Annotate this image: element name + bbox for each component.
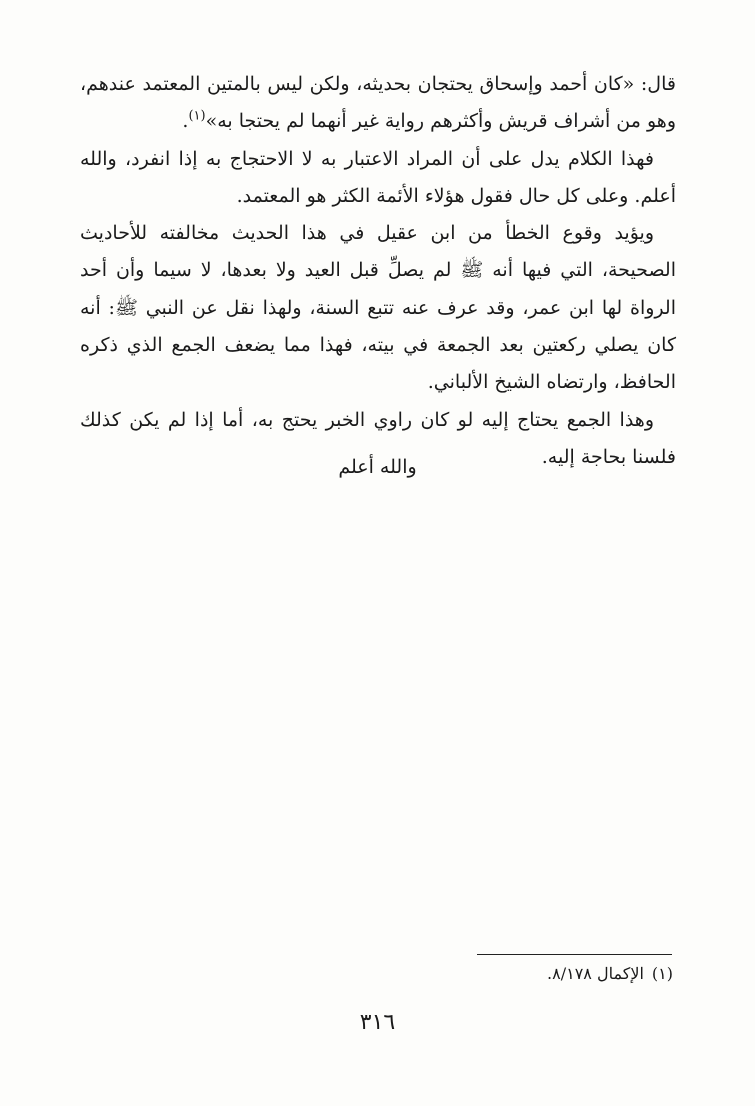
main-text (80, 66, 676, 476)
footnote-text: الإكمال ٨/١٧٨. (547, 964, 644, 983)
paragraph-supporting-evidence: ويؤيد وقوع الخطأ من ابن عقيل في هذا الحديث مخالفته للأحاديث الصحيحة، التي فيها أنه ﷺ لم يصلِّ قبل العيد ولا بعدها، لا سيما وأن أحد الرواة لها ابن عمر، وقد عرف عنه تتبع السنة، ولهذا نقل عن النبي ﷺ: أنه كان يصلي ركعتين بعد الجمعة في بيته، فهذا مما يضعف الجمع الذي ذكره الحافظ، وارتضاه الشيخ الألباني. (80, 222, 676, 394)
page-number: ٣١٦ (359, 1010, 396, 1035)
footnote-separator (477, 954, 672, 955)
footnote (547, 962, 673, 986)
paragraph-conclusion: وهذا الجمع يحتاج إليه لو كان راوي الخبر يحتج به، أما إذا لم يكن كذلك فلسنا بحاجة إليه. (80, 408, 676, 468)
footnote-number: (١) (651, 964, 673, 983)
closing-phrase: والله أعلم (338, 456, 417, 478)
paragraph-interpretation: فهذا الكلام يدل على أن المراد الاعتبار به لا الاحتجاج به إذا انفرد، والله أعلم. وعلى كل حال فقول هؤلاء الأئمة الكثر هو المعتمد. (80, 147, 676, 207)
paragraph-quote (80, 66, 676, 141)
footnote-reference: (١) (188, 108, 206, 124)
paragraph-end-punctuation: . (182, 110, 189, 133)
paragraph-text: قال: «كان أحمد وإسحاق يحتجان بحديثه، ولكن ليس بالمتين المعتمد عندهم، وهو من أشراف قريش وأكثرهم رواية غير أنهما لم يحتجا به» (80, 73, 676, 133)
